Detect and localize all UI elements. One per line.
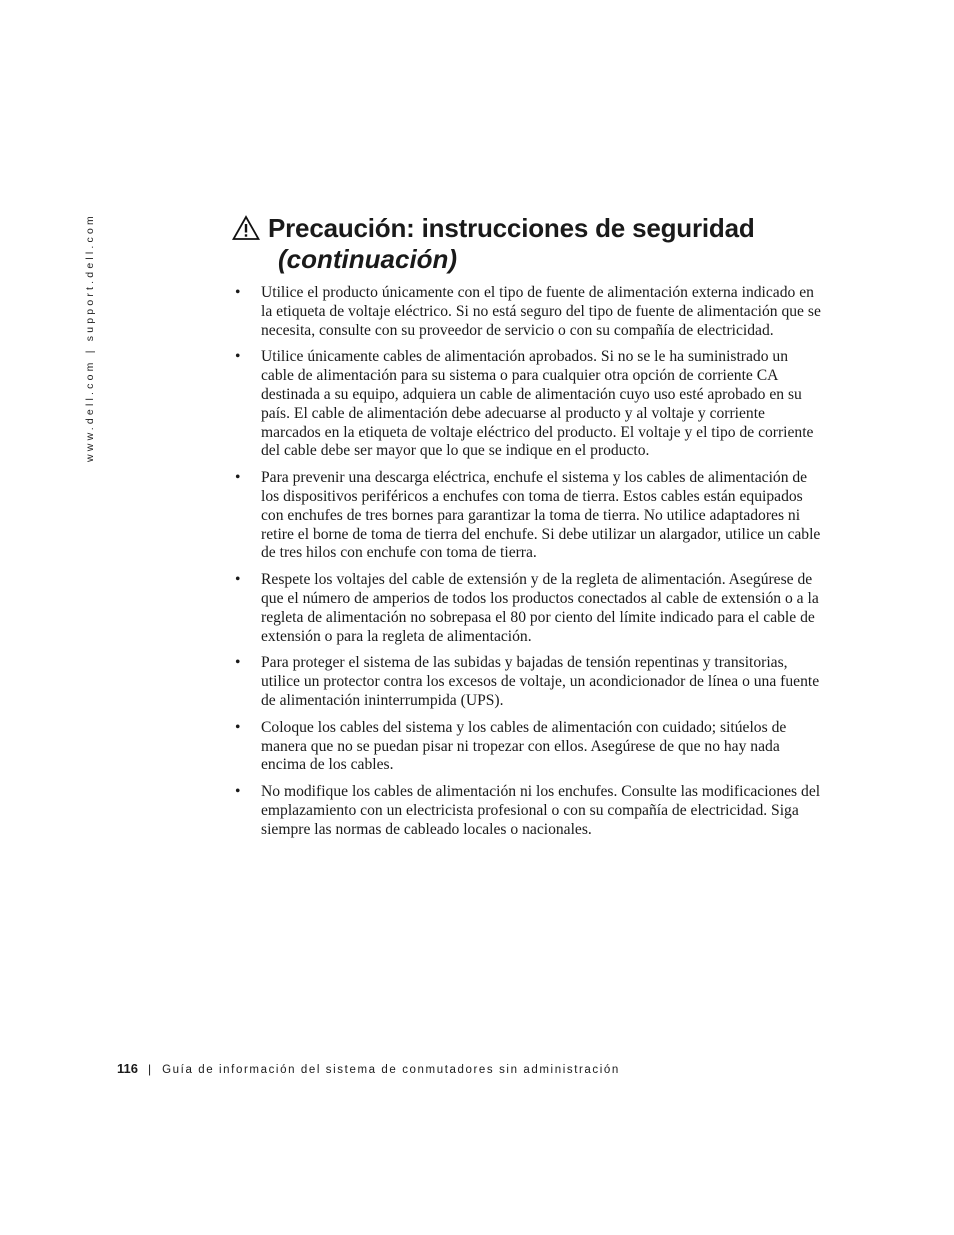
list-item-text: Respete los voltajes del cable de extensión y de la regleta de alimentación. Asegúrese de que el número de amperios de todos los productos conectados al cable de extensión o a la regleta de alimentación no sobrepasa el 80 por ciento del límite indicado para el cable de extensión o para la regleta de alimentación.: [261, 571, 819, 645]
bullet-icon: •: [235, 654, 241, 672]
bullet-icon: •: [235, 469, 241, 487]
warning-triangle-icon: [232, 215, 260, 241]
safety-instructions-list: [232, 284, 822, 848]
bullet-icon: •: [235, 783, 241, 801]
list-item-text: Utilice únicamente cables de alimentación aprobados. Si no se le ha suministrado un cable de alimentación para su sistema o para cualquier otra opción de corriente CA destinada a su equipo, adquiera un cable de alimentación cuyo uso esté aprobado en su país. El cable de alimentación debe adecuarse al producto y al voltaje y corriente marcados en la etiqueta de voltaje eléctrico del producto. El voltaje y el tipo de corriente del cable debe ser mayor que lo que se indique en el producto.: [261, 348, 814, 460]
bullet-icon: •: [235, 571, 241, 589]
document-title: Guía de información del sistema de conmutadores sin administración: [162, 1064, 620, 1076]
heading-line: [232, 212, 872, 244]
list-item: [232, 348, 822, 461]
list-item-text: Coloque los cables del sistema y los cables de alimentación con cuidado; sitúelos de manera que no se puedan pisar ni tropezar con ellos. Asegúrese de que no hay nada encima de los cables.: [261, 718, 787, 774]
page-number: 116: [117, 1061, 138, 1076]
bullet-icon: •: [235, 718, 241, 736]
page-subtitle: (continuación): [278, 244, 458, 274]
page-footer: [117, 1061, 620, 1076]
sidebar-url: www.dell.com | support.dell.com: [84, 213, 96, 462]
bullet-icon: •: [235, 348, 241, 366]
list-item-text: Para proteger el sistema de las subidas y bajadas de tensión repentinas y transitorias, utilice un protector contra los excesos de voltaje, un acondicionador de línea o una fuente de alimentación ininterrumpida (UPS).: [261, 654, 820, 709]
list-item-text: Utilice el producto únicamente con el tipo de fuente de alimentación externa indicado en la etiqueta de voltaje eléctrico. Si no está seguro del tipo de fuente de alimentación que se necesita, consulte con su proveedor de servicio o con su compañía de electricidad.: [261, 284, 821, 339]
list-item: [232, 654, 822, 710]
list-item: [232, 783, 822, 839]
page-title: Precaución: instrucciones de seguridad: [268, 213, 755, 243]
list-item: [232, 284, 822, 340]
list-item-text: Para prevenir una descarga eléctrica, enchufe el sistema y los cables de alimentación de los dispositivos periféricos a enchufes con toma de tierra. Estos cables están equipados con enchufes de tres bornes para garantizar la toma de tierra. No utilice adaptadores ni retire el borne de toma de tierra del enchufe. Si debe utilizar un alargador, utilice un cable de tres hilos con enchufe con toma de tierra.: [261, 469, 821, 562]
list-item: [232, 469, 822, 563]
list-item: [232, 571, 822, 646]
section-heading: [232, 212, 872, 274]
footer-separator: |: [147, 1062, 152, 1076]
list-item: [232, 719, 822, 775]
bullet-icon: •: [235, 284, 241, 301]
list-item-text: No modifique los cables de alimentación ni los enchufes. Consulte las modificaciones del emplazamiento con un electricista profesional o con su compañía de electricidad. Siga siempre las normas de cableado locales o nacionales.: [261, 783, 821, 838]
